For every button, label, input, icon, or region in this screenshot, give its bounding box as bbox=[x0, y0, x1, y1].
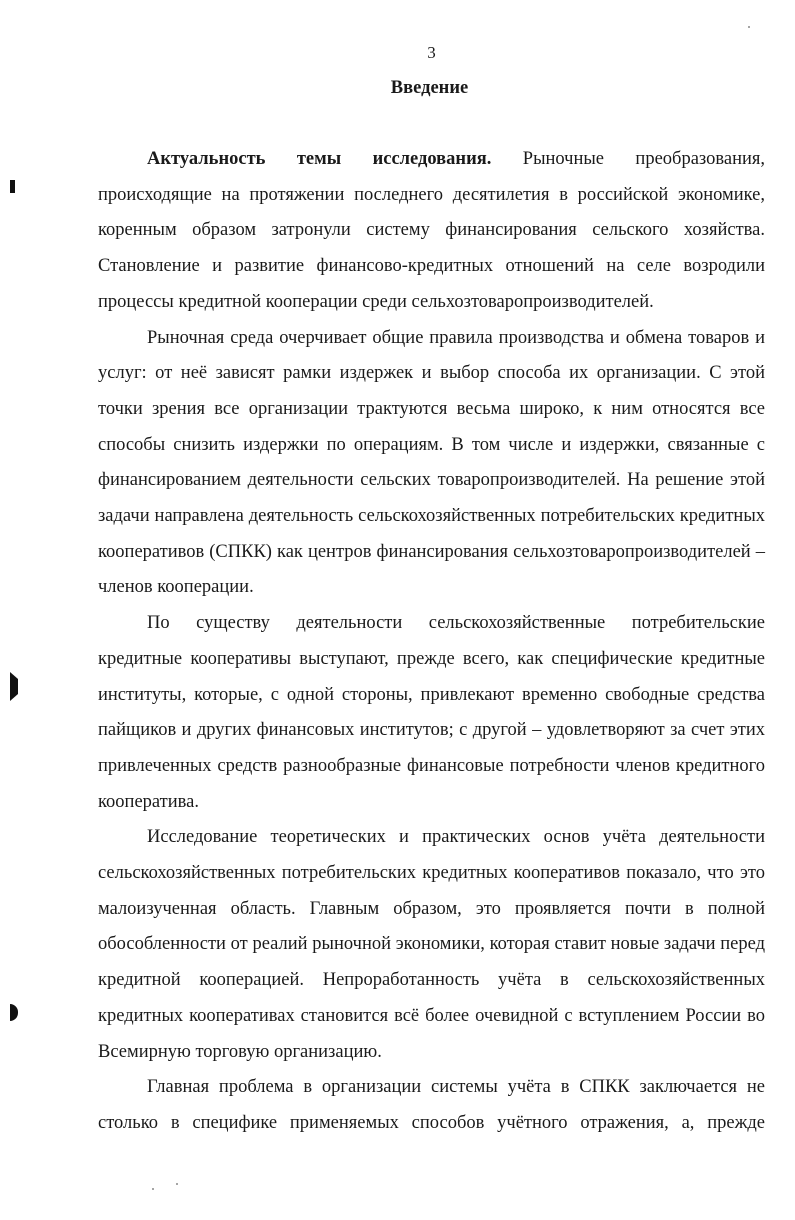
paragraph-text: Рыночные преобразования, происходящие на протяжении последнего десятилетия в российской экономике, коренным образом затронули систему финансирования сельского хозяйства. Становление и развитие финансово-кредитных отношений на селе возродили процессы кредитной кооперации среди сельхозтоваропроизводителей. bbox=[98, 149, 766, 312]
document-body bbox=[98, 142, 765, 1142]
paragraph-text: Исследование теоретических и практических основ учёта деятельности сельскохозяйственных потребительских кредитных кооперативов показало, что это малоизученная область. Главным образом, это проявляется почти в полной обособленности от реалий рыночной экономики, которая ставит новые задачи перед кредитной кооперацией. Непроработанность учёта в сельскохозяйственных кредитных кооперативах становится всё более очевидной с вступлением России во Всемирную торговую организацию. bbox=[98, 827, 765, 1062]
paragraph-lead: Актуальность темы исследования. bbox=[147, 149, 492, 169]
paragraph-text: Главная проблема в организации системы учёта в СПКК заключается не столько в специфике применяемых способов учётного отражения, а, прежде bbox=[98, 1077, 765, 1133]
paragraph-4 bbox=[98, 820, 765, 1070]
binding-mark-icon bbox=[10, 672, 18, 701]
binding-mark-icon bbox=[10, 1004, 18, 1021]
scan-speck bbox=[152, 1188, 154, 1190]
paragraph-text: По существу деятельности сельскохозяйственные потребительские кредитные кооперативы выступают, прежде всего, как специфические кредитные институты, которые, с одной стороны, привлекают временно свободные средства пайщиков и других финансовых институтов; с другой – удовлетворяют за счет этих привлеченных средств разнообразные финансовые потребности членов кредитного кооператива. bbox=[98, 613, 765, 812]
scan-speck bbox=[748, 26, 750, 28]
binding-mark-icon bbox=[10, 180, 15, 193]
paragraph-5 bbox=[98, 1070, 765, 1141]
paragraph-3 bbox=[98, 606, 765, 820]
scan-speck bbox=[176, 1183, 178, 1185]
paragraph-text: Рыночная среда очерчивает общие правила производства и обмена товаров и услуг: от неё зависят рамки издержек и выбор способа их организации. С этой точки зрения все организации трактуются весьма широко, к ним относятся все способы снизить издержки по операциям. В том числе и издержки, связанные с финансированием деятельности сельских товаропроизводителей. На решение этой задачи направлена деятельность сельскохозяйственных потребительских кредитных кооперативов (СПКК) как центров финансирования сельхозтоваропроизводителей – членов кооперации. bbox=[98, 327, 765, 598]
paragraph-2 bbox=[98, 321, 765, 607]
paragraph-1 bbox=[98, 142, 765, 321]
section-title: Введение bbox=[390, 78, 469, 98]
page-number: 3 bbox=[427, 43, 436, 62]
